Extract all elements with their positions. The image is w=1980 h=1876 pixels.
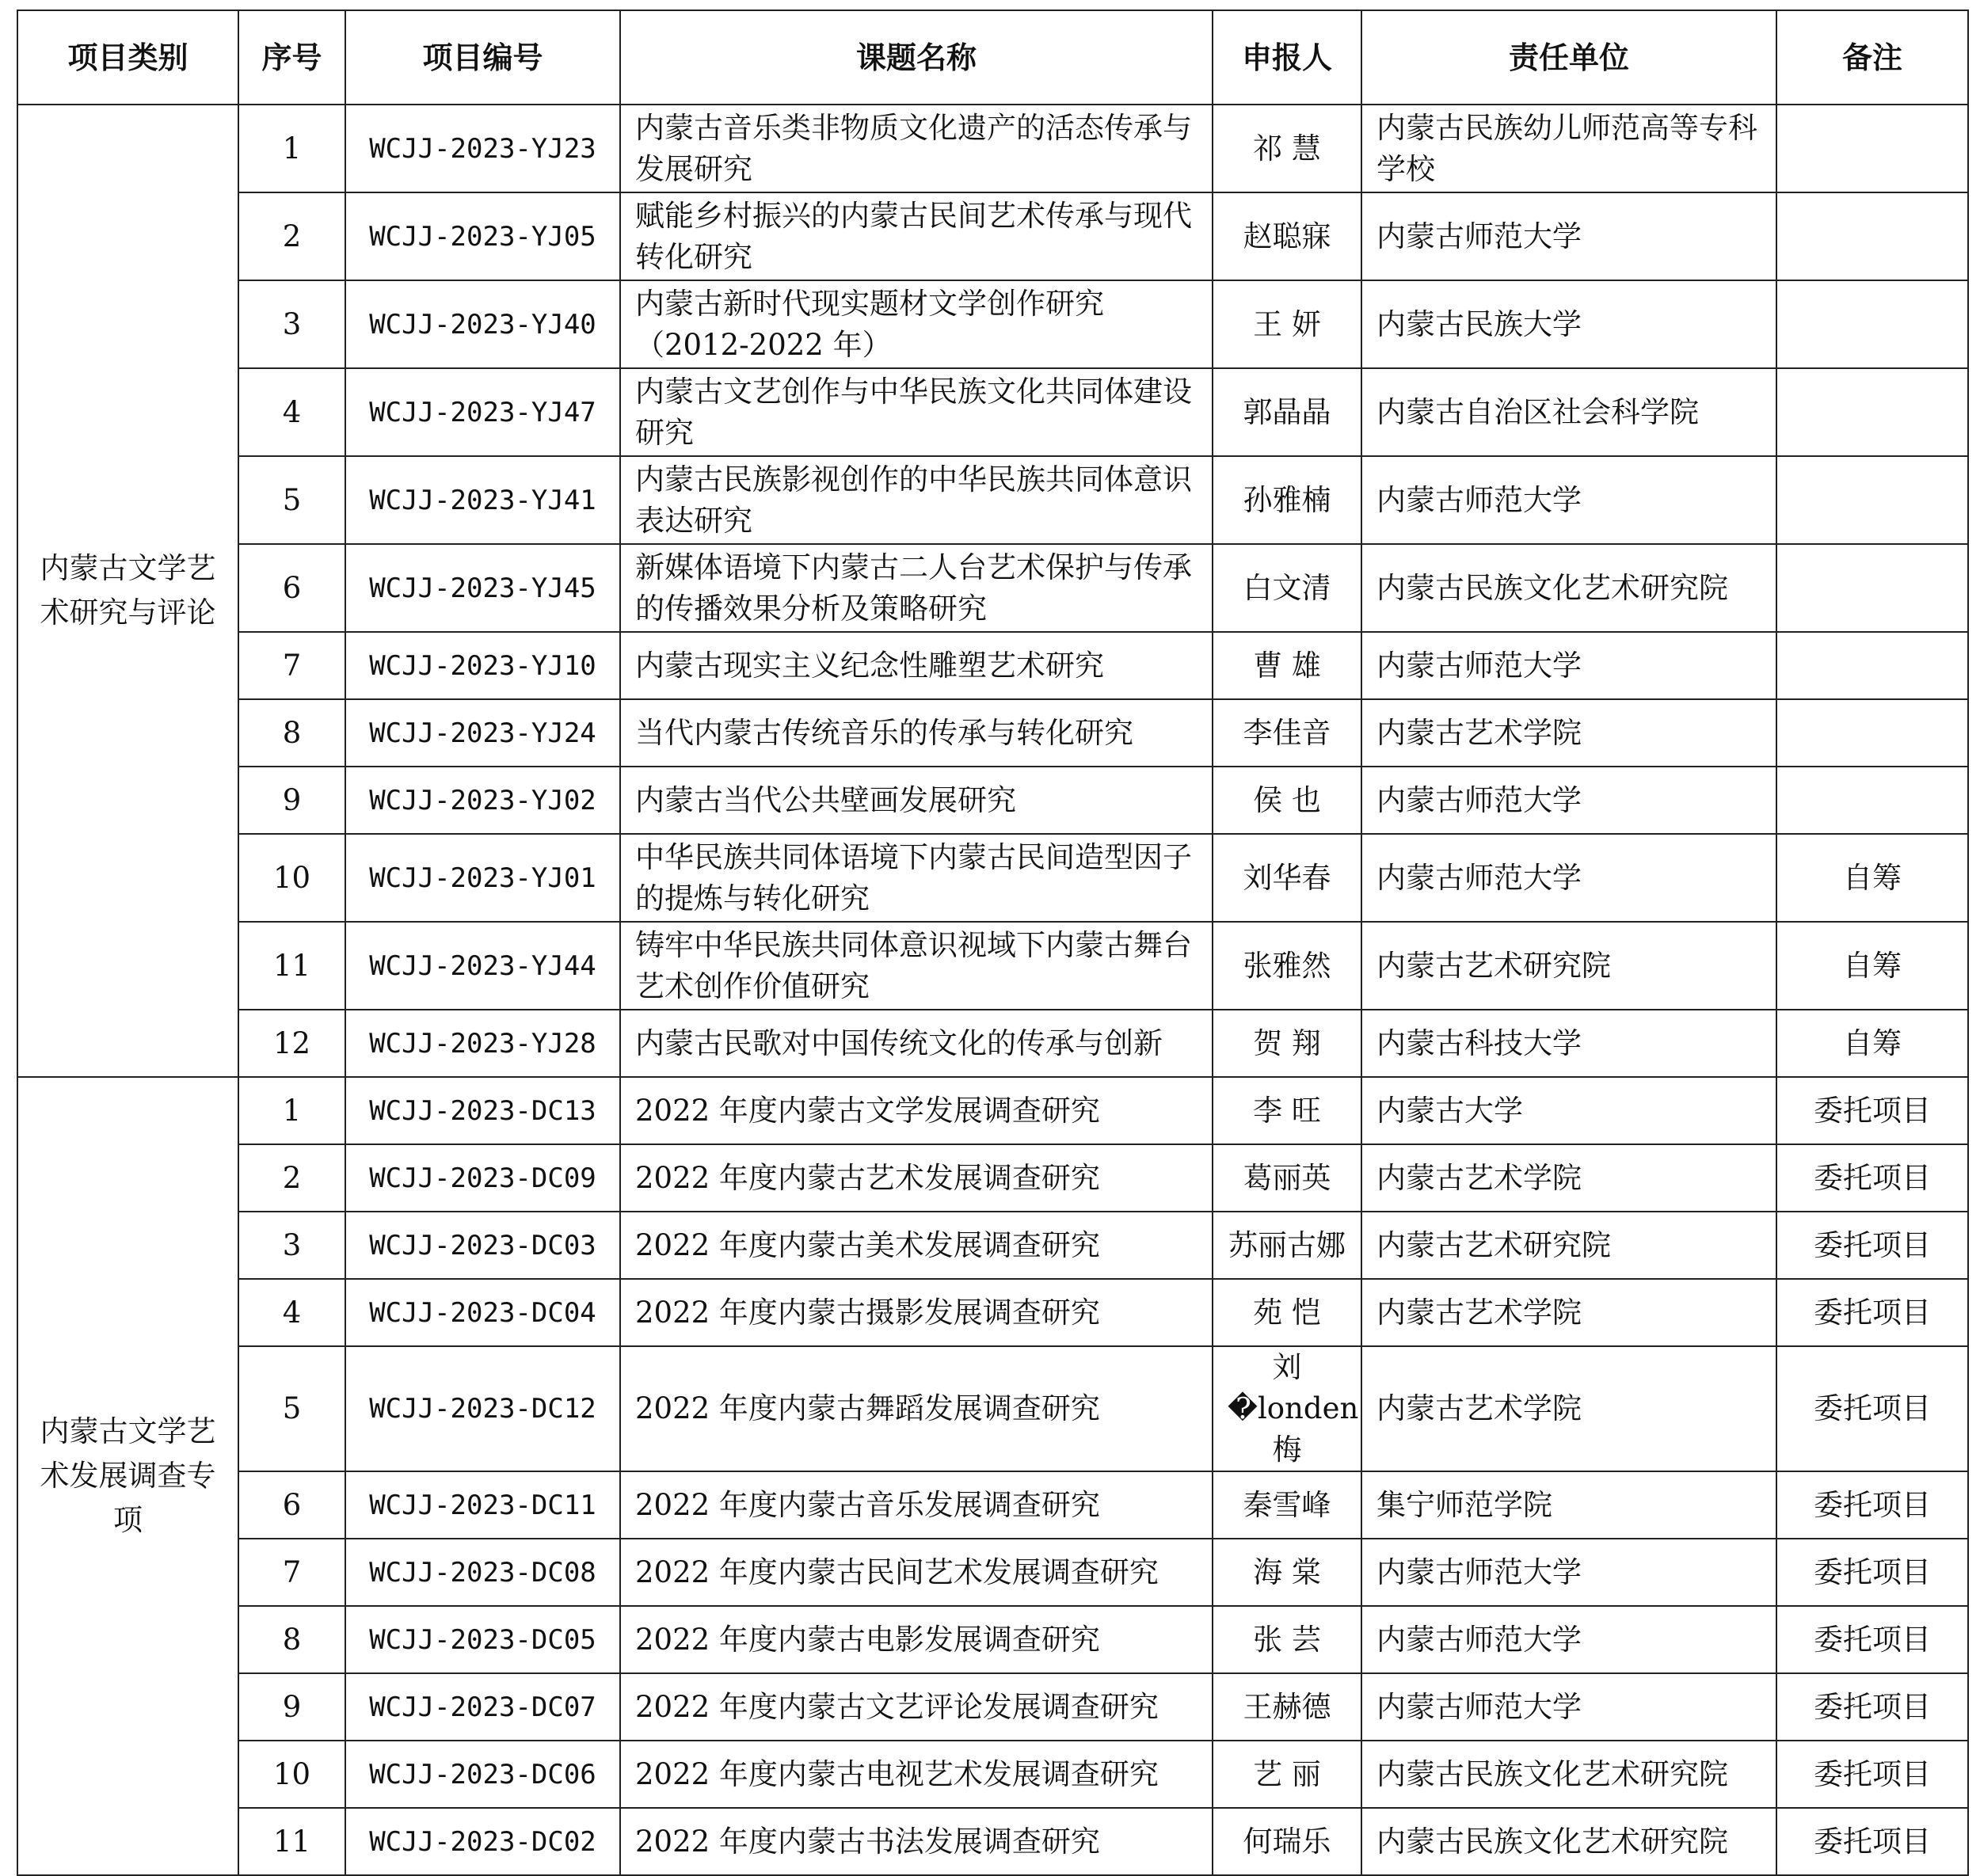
project-title-cell: 内蒙古文艺创作与中华民族文化共同体建设研究: [620, 368, 1213, 456]
row-number-cell: 8: [238, 1606, 345, 1673]
applicant-cell: 孙雅楠: [1213, 456, 1361, 544]
applicant-cell: 何瑞乐: [1213, 1808, 1361, 1875]
applicant-cell: 贺 翔: [1213, 1010, 1361, 1077]
unit-cell: 内蒙古民族大学: [1361, 280, 1776, 368]
row-number-cell: 8: [238, 699, 345, 767]
unit-cell: 内蒙古师范大学: [1361, 767, 1776, 834]
project-title-cell: 2022 年度内蒙古书法发展调查研究: [620, 1808, 1213, 1875]
project-code-cell: WCJJ-2023-YJ45: [345, 544, 620, 632]
table-row: [17, 1346, 1968, 1471]
unit-cell: 内蒙古师范大学: [1361, 1539, 1776, 1606]
row-number-cell: 3: [238, 280, 345, 368]
applicant-cell: 刘�londen梅: [1213, 1346, 1361, 1471]
unit-cell: 内蒙古艺术学院: [1361, 699, 1776, 767]
table-row: [17, 1808, 1968, 1875]
row-number-cell: 4: [238, 368, 345, 456]
row-number-cell: 12: [238, 1010, 345, 1077]
applicant-cell: 苏丽古娜: [1213, 1212, 1361, 1279]
table-row: [17, 699, 1968, 767]
unit-cell: 内蒙古艺术学院: [1361, 1144, 1776, 1212]
project-title-cell: 2022 年度内蒙古艺术发展调查研究: [620, 1144, 1213, 1212]
unit-cell: 内蒙古艺术学院: [1361, 1279, 1776, 1346]
note-cell: 自筹: [1776, 834, 1968, 922]
project-code-cell: WCJJ-2023-DC07: [345, 1673, 620, 1741]
unit-cell: 内蒙古民族文化艺术研究院: [1361, 544, 1776, 632]
project-code-cell: WCJJ-2023-DC08: [345, 1539, 620, 1606]
table-row: [17, 368, 1968, 456]
project-title-cell: 当代内蒙古传统音乐的传承与转化研究: [620, 699, 1213, 767]
note-cell: 自筹: [1776, 1010, 1968, 1077]
table-row: [17, 1673, 1968, 1741]
project-code-cell: WCJJ-2023-DC11: [345, 1471, 620, 1539]
project-code-cell: WCJJ-2023-YJ23: [345, 105, 620, 192]
category-cell: 内蒙古文学艺术研究与评论: [17, 105, 238, 1077]
unit-cell: 内蒙古科技大学: [1361, 1010, 1776, 1077]
note-cell: 委托项目: [1776, 1539, 1968, 1606]
note-cell: 自筹: [1776, 922, 1968, 1010]
project-code-cell: WCJJ-2023-YJ28: [345, 1010, 620, 1077]
applicant-cell: 张 芸: [1213, 1606, 1361, 1673]
project-code-cell: WCJJ-2023-YJ24: [345, 699, 620, 767]
note-cell: [1776, 192, 1968, 280]
row-number-cell: 2: [238, 1144, 345, 1212]
row-number-cell: 11: [238, 922, 345, 1010]
unit-cell: 内蒙古师范大学: [1361, 1606, 1776, 1673]
note-cell: 委托项目: [1776, 1144, 1968, 1212]
applicant-cell: 苑 恺: [1213, 1279, 1361, 1346]
table-row: [17, 1741, 1968, 1808]
row-number-cell: 4: [238, 1279, 345, 1346]
project-title-cell: 内蒙古民族影视创作的中华民族共同体意识表达研究: [620, 456, 1213, 544]
project-code-cell: WCJJ-2023-YJ40: [345, 280, 620, 368]
applicant-cell: 李 旺: [1213, 1077, 1361, 1144]
project-title-cell: 2022 年度内蒙古舞蹈发展调查研究: [620, 1346, 1213, 1471]
project-title-cell: 2022 年度内蒙古音乐发展调查研究: [620, 1471, 1213, 1539]
project-title-cell: 2022 年度内蒙古美术发展调查研究: [620, 1212, 1213, 1279]
header-category: 项目类别: [17, 10, 238, 105]
applicant-cell: 刘华春: [1213, 834, 1361, 922]
row-number-cell: 7: [238, 632, 345, 699]
project-code-cell: WCJJ-2023-DC09: [345, 1144, 620, 1212]
unit-cell: 内蒙古艺术学院: [1361, 1346, 1776, 1471]
applicant-cell: 艺 丽: [1213, 1741, 1361, 1808]
row-number-cell: 10: [238, 834, 345, 922]
applicant-cell: 郭晶晶: [1213, 368, 1361, 456]
header-number: 序号: [238, 10, 345, 105]
unit-cell: 内蒙古民族幼儿师范高等专科学校: [1361, 105, 1776, 192]
project-title-cell: 中华民族共同体语境下内蒙古民间造型因子的提炼与转化研究: [620, 834, 1213, 922]
project-code-cell: WCJJ-2023-YJ41: [345, 456, 620, 544]
table-row: [17, 1144, 1968, 1212]
project-title-cell: 内蒙古音乐类非物质文化遗产的活态传承与发展研究: [620, 105, 1213, 192]
header-row: [17, 10, 1968, 105]
applicant-cell: 王 妍: [1213, 280, 1361, 368]
row-number-cell: 5: [238, 1346, 345, 1471]
project-code-cell: WCJJ-2023-DC06: [345, 1741, 620, 1808]
table-row: [17, 280, 1968, 368]
applicant-cell: 侯 也: [1213, 767, 1361, 834]
table-row: [17, 1279, 1968, 1346]
row-number-cell: 9: [238, 1673, 345, 1741]
project-code-cell: WCJJ-2023-DC13: [345, 1077, 620, 1144]
header-code: 项目编号: [345, 10, 620, 105]
project-title-cell: 赋能乡村振兴的内蒙古民间艺术传承与现代转化研究: [620, 192, 1213, 280]
row-number-cell: 5: [238, 456, 345, 544]
table-row: [17, 544, 1968, 632]
row-number-cell: 6: [238, 1471, 345, 1539]
project-title-cell: 2022 年度内蒙古文学发展调查研究: [620, 1077, 1213, 1144]
note-cell: [1776, 632, 1968, 699]
table-row: [17, 1077, 1968, 1144]
table-row: [17, 1471, 1968, 1539]
note-cell: [1776, 368, 1968, 456]
project-code-cell: WCJJ-2023-YJ10: [345, 632, 620, 699]
note-cell: 委托项目: [1776, 1212, 1968, 1279]
table-row: [17, 834, 1968, 922]
applicant-cell: 海 棠: [1213, 1539, 1361, 1606]
note-cell: 委托项目: [1776, 1808, 1968, 1875]
row-number-cell: 2: [238, 192, 345, 280]
project-code-cell: WCJJ-2023-DC04: [345, 1279, 620, 1346]
table-row: [17, 1606, 1968, 1673]
table-row: [17, 105, 1968, 192]
header-applicant: 申报人: [1213, 10, 1361, 105]
note-cell: 委托项目: [1776, 1471, 1968, 1539]
project-title-cell: 内蒙古民歌对中国传统文化的传承与创新: [620, 1010, 1213, 1077]
table-row: [17, 767, 1968, 834]
project-title-cell: 内蒙古现实主义纪念性雕塑艺术研究: [620, 632, 1213, 699]
project-code-cell: WCJJ-2023-YJ02: [345, 767, 620, 834]
project-code-cell: WCJJ-2023-YJ44: [345, 922, 620, 1010]
applicant-cell: 赵聪寐: [1213, 192, 1361, 280]
table-row: [17, 1539, 1968, 1606]
row-number-cell: 1: [238, 105, 345, 192]
note-cell: [1776, 105, 1968, 192]
project-table: [17, 10, 1969, 1876]
row-number-cell: 10: [238, 1741, 345, 1808]
project-code-cell: WCJJ-2023-DC03: [345, 1212, 620, 1279]
applicant-cell: 张雅然: [1213, 922, 1361, 1010]
unit-cell: 内蒙古师范大学: [1361, 632, 1776, 699]
project-title-cell: 内蒙古新时代现实题材文学创作研究（2012-2022 年）: [620, 280, 1213, 368]
project-title-cell: 新媒体语境下内蒙古二人台艺术保护与传承的传播效果分析及策略研究: [620, 544, 1213, 632]
header-title: 课题名称: [620, 10, 1213, 105]
unit-cell: 内蒙古师范大学: [1361, 456, 1776, 544]
note-cell: [1776, 699, 1968, 767]
project-title-cell: 2022 年度内蒙古摄影发展调查研究: [620, 1279, 1213, 1346]
note-cell: [1776, 280, 1968, 368]
row-number-cell: 11: [238, 1808, 345, 1875]
project-title-cell: 2022 年度内蒙古电影发展调查研究: [620, 1606, 1213, 1673]
note-cell: 委托项目: [1776, 1279, 1968, 1346]
table-row: [17, 1212, 1968, 1279]
note-cell: [1776, 544, 1968, 632]
unit-cell: 内蒙古自治区社会科学院: [1361, 368, 1776, 456]
unit-cell: 内蒙古师范大学: [1361, 1673, 1776, 1741]
header-note: 备注: [1776, 10, 1968, 105]
unit-cell: 内蒙古艺术研究院: [1361, 922, 1776, 1010]
applicant-cell: 祁 慧: [1213, 105, 1361, 192]
row-number-cell: 1: [238, 1077, 345, 1144]
note-cell: [1776, 456, 1968, 544]
table-body: [17, 105, 1968, 1875]
note-cell: 委托项目: [1776, 1741, 1968, 1808]
table-row: [17, 1010, 1968, 1077]
unit-cell: 内蒙古民族文化艺术研究院: [1361, 1808, 1776, 1875]
table-row: [17, 456, 1968, 544]
note-cell: 委托项目: [1776, 1606, 1968, 1673]
table-row: [17, 922, 1968, 1010]
note-cell: 委托项目: [1776, 1077, 1968, 1144]
note-cell: 委托项目: [1776, 1673, 1968, 1741]
row-number-cell: 7: [238, 1539, 345, 1606]
applicant-cell: 秦雪峰: [1213, 1471, 1361, 1539]
unit-cell: 内蒙古大学: [1361, 1077, 1776, 1144]
row-number-cell: 6: [238, 544, 345, 632]
project-code-cell: WCJJ-2023-DC02: [345, 1808, 620, 1875]
project-code-cell: WCJJ-2023-YJ01: [345, 834, 620, 922]
row-number-cell: 9: [238, 767, 345, 834]
row-number-cell: 3: [238, 1212, 345, 1279]
table-row: [17, 192, 1968, 280]
unit-cell: 内蒙古民族文化艺术研究院: [1361, 1741, 1776, 1808]
unit-cell: 内蒙古师范大学: [1361, 834, 1776, 922]
applicant-cell: 葛丽英: [1213, 1144, 1361, 1212]
applicant-cell: 曹 雄: [1213, 632, 1361, 699]
project-code-cell: WCJJ-2023-DC12: [345, 1346, 620, 1471]
note-cell: 委托项目: [1776, 1346, 1968, 1471]
project-title-cell: 内蒙古当代公共壁画发展研究: [620, 767, 1213, 834]
header-unit: 责任单位: [1361, 10, 1776, 105]
unit-cell: 内蒙古艺术研究院: [1361, 1212, 1776, 1279]
note-cell: [1776, 767, 1968, 834]
project-code-cell: WCJJ-2023-DC05: [345, 1606, 620, 1673]
project-code-cell: WCJJ-2023-YJ47: [345, 368, 620, 456]
project-title-cell: 铸牢中华民族共同体意识视域下内蒙古舞台艺术创作价值研究: [620, 922, 1213, 1010]
project-title-cell: 2022 年度内蒙古民间艺术发展调查研究: [620, 1539, 1213, 1606]
applicant-cell: 白文清: [1213, 544, 1361, 632]
category-cell: 内蒙古文学艺术发展调查专项: [17, 1077, 238, 1875]
unit-cell: 集宁师范学院: [1361, 1471, 1776, 1539]
unit-cell: 内蒙古师范大学: [1361, 192, 1776, 280]
table-row: [17, 632, 1968, 699]
project-title-cell: 2022 年度内蒙古文艺评论发展调查研究: [620, 1673, 1213, 1741]
applicant-cell: 王赫德: [1213, 1673, 1361, 1741]
project-title-cell: 2022 年度内蒙古电视艺术发展调查研究: [620, 1741, 1213, 1808]
applicant-cell: 李佳音: [1213, 699, 1361, 767]
project-code-cell: WCJJ-2023-YJ05: [345, 192, 620, 280]
